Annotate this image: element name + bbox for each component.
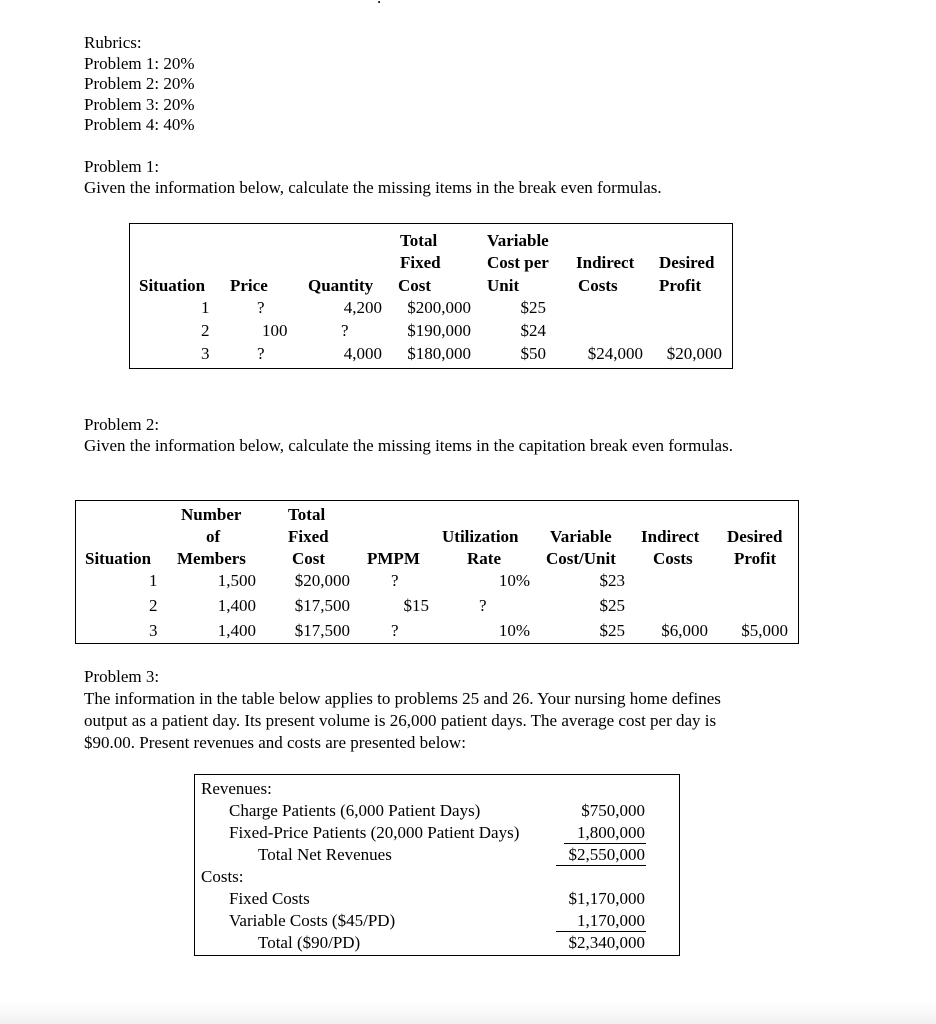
p2-header-variable-1: Variable [550, 527, 612, 546]
rubrics-title: Rubrics: [84, 33, 142, 52]
p2-header-fixed-1: Total [288, 505, 326, 524]
problem2-title: Problem 2: [84, 415, 160, 434]
p1-r1-fixed: $200,000 [407, 298, 471, 317]
p1-r2-variable: $24 [520, 321, 546, 340]
total-costs-value: $2,340,000 [568, 933, 645, 952]
p1-header-situation: Situation [139, 276, 206, 295]
problem1-table [129, 223, 733, 369]
p2-r1-fixed: $20,000 [294, 571, 350, 590]
p1-r2-quantity: ? [341, 321, 349, 340]
p2-r2-situation: 2 [149, 596, 158, 615]
p2-header-members-2: of [206, 527, 221, 546]
problem3-table [194, 774, 680, 956]
p2-header-indirect-2: Costs [653, 549, 693, 568]
bottom-shadow [0, 1002, 936, 1024]
top-fragment [377, 0, 381, 8]
total-net-revenues-value: $2,550,000 [568, 845, 645, 864]
p1-header-variable-2: Cost per [487, 253, 549, 272]
total-costs-label: Total ($90/PD) [258, 933, 361, 952]
p2-header-situation: Situation [85, 549, 152, 568]
p1-header-fixed-1: Total [400, 231, 438, 250]
p1-r2-price: 100 [262, 321, 288, 340]
p2-r2-utilization: ? [479, 596, 487, 615]
p2-r3-profit: $5,000 [741, 621, 788, 640]
rubric-item: Problem 4: 40% [84, 115, 195, 134]
p1-r2-situation: 2 [201, 321, 210, 340]
p1-header-quantity: Quantity [308, 276, 374, 295]
p1-r1-variable: $25 [520, 298, 546, 317]
p1-r3-variable: $50 [520, 344, 546, 363]
p1-header-indirect-1: Indirect [576, 253, 635, 272]
p2-r1-situation: 1 [149, 571, 158, 590]
p2-header-utilization-2: Rate [467, 549, 501, 568]
problem2-table [75, 500, 799, 644]
problem1-description: Given the information below, calculate the missing items in the break even formulas. [84, 178, 662, 197]
p1-header-profit-1: Desired [659, 253, 715, 272]
p1-r1-quantity: 4,200 [343, 298, 382, 317]
problem2-heading [84, 414, 733, 456]
problem1-title: Problem 1: [84, 157, 160, 176]
p1-header-profit-2: Profit [659, 276, 702, 295]
p1-r3-indirect: $24,000 [587, 344, 643, 363]
rubrics-block [84, 33, 195, 136]
p1-r1-price: ? [257, 298, 265, 317]
p1-r3-fixed: $180,000 [407, 344, 471, 363]
charge-patients-value: $750,000 [581, 801, 645, 820]
p2-header-variable-2: Cost/Unit [546, 549, 616, 568]
fixed-price-patients-value: 1,800,000 [577, 823, 645, 842]
fixed-costs-label: Fixed Costs [229, 889, 310, 908]
p2-r3-variable: $25 [599, 621, 625, 640]
p2-r1-variable: $23 [599, 571, 625, 590]
p2-r2-members: 1,400 [217, 596, 256, 615]
cropped-top-edge [0, 0, 936, 14]
p2-r1-pmpm: ? [391, 571, 399, 590]
charge-patients-label: Charge Patients (6,000 Patient Days) [229, 801, 481, 820]
p1-header-variable-1: Variable [487, 231, 549, 250]
rubric-item: Problem 3: 20% [84, 94, 195, 114]
p2-header-indirect-1: Indirect [641, 527, 700, 546]
rubric-item: Problem 1: 20% [84, 53, 195, 73]
revenues-label: Revenues: [201, 779, 272, 798]
fixed-price-patients-label: Fixed-Price Patients (20,000 Patient Days) [229, 823, 520, 842]
p2-r3-indirect: $6,000 [661, 621, 708, 640]
problem3-heading [84, 666, 824, 754]
p2-r2-variable: $25 [599, 596, 625, 615]
p2-header-fixed-3: Cost [292, 549, 326, 568]
p1-header-fixed-3: Cost [398, 276, 432, 295]
p2-r3-situation: 3 [149, 621, 158, 640]
p1-header-price: Price [230, 276, 268, 295]
p2-header-utilization-1: Utilization [442, 527, 519, 546]
p2-r1-utilization: 10% [498, 571, 530, 590]
p2-r3-members: 1,400 [217, 621, 256, 640]
fixed-costs-value: $1,170,000 [568, 889, 645, 908]
problem1-heading [84, 156, 662, 198]
problem3-line: $90.00. Present revenues and costs are presented below: [84, 733, 466, 752]
p1-r3-price: ? [257, 344, 265, 363]
p1-r3-situation: 3 [201, 344, 210, 363]
total-net-revenues-label: Total Net Revenues [258, 845, 392, 864]
p1-r2-fixed: $190,000 [407, 321, 471, 340]
problem3-line: The information in the table below applies to problems 25 and 26. Your nursing home defines [84, 689, 721, 708]
p2-r3-pmpm: ? [391, 621, 399, 640]
p1-header-fixed-2: Fixed [400, 253, 441, 272]
problem3-title: Problem 3: [84, 667, 160, 686]
variable-costs-value: 1,170,000 [577, 911, 645, 930]
revenue-total-underline [556, 865, 646, 866]
p1-header-indirect-2: Costs [578, 276, 618, 295]
p2-r3-fixed: $17,500 [294, 621, 350, 640]
p1-r3-profit: $20,000 [666, 344, 722, 363]
costs-label: Costs: [201, 867, 244, 886]
p2-header-fixed-2: Fixed [288, 527, 329, 546]
p2-header-profit-1: Desired [727, 527, 783, 546]
p2-header-members-3: Members [177, 549, 246, 568]
problem2-description: Given the information below, calculate the missing items in the capitation break even formulas. [84, 436, 733, 455]
p2-r1-members: 1,500 [217, 571, 256, 590]
p1-r1-situation: 1 [201, 298, 210, 317]
p2-header-pmpm: PMPM [367, 549, 420, 568]
p2-r2-pmpm: $15 [403, 596, 429, 615]
p2-header-profit-2: Profit [734, 549, 777, 568]
p1-r3-quantity: 4,000 [343, 344, 382, 363]
p1-header-variable-3: Unit [487, 276, 520, 295]
rubric-item: Problem 2: 20% [84, 74, 195, 93]
p2-r2-fixed: $17,500 [294, 596, 350, 615]
problem3-line: output as a patient day. Its present volume is 26,000 patient days. The average cost per day is [84, 711, 717, 730]
variable-costs-label: Variable Costs ($45/PD) [229, 911, 396, 930]
p2-r3-utilization: 10% [498, 621, 530, 640]
p2-header-members-1: Number [181, 505, 242, 524]
